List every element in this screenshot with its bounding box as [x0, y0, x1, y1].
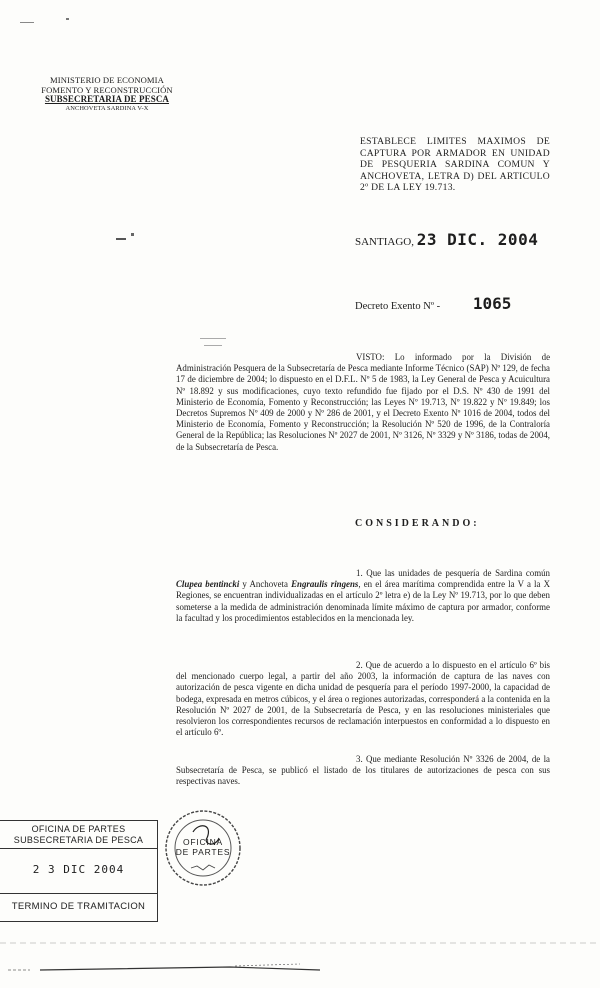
stamp-office: OFICINA DE PARTES	[31, 824, 126, 834]
ministry-name: MINISTERIO DE ECONOMIA	[50, 75, 164, 85]
file-reference: ANCHOVETA SARDINA V-X	[65, 104, 149, 112]
species-name: Clupea bentincki	[176, 579, 240, 590]
decree-title: ESTABLECE LIMITES MAXIMOS DE CAPTURA POR ARMADOR EN UNIDAD DE PESQUERIA SARDINA COMUN Y ANCHOVETA, LETRA D) DEL ARTICULO 2º DE LA LEY 19.713.	[360, 136, 550, 194]
considerando-paragraph-1	[176, 568, 550, 624]
decree-number: 1065	[472, 294, 512, 313]
paragraph-text: Que las unidades de pesquería de Sardina común	[366, 568, 550, 578]
visto-paragraph	[176, 352, 550, 453]
stamp-subsecretaria: SUBSECRETARIA DE PESCA	[13, 835, 144, 845]
visto-label: VISTO:	[356, 352, 385, 362]
bottom-scan-marks	[0, 940, 600, 988]
considerando-heading: CONSIDERANDO:	[355, 518, 480, 529]
stamp-footer: TERMINO DE TRAMITACION	[11, 901, 146, 912]
seal-line-2: DE PARTES	[175, 846, 231, 857]
place-date	[355, 230, 538, 249]
considerando-paragraph-3: 3. Que mediante Resolución Nº 3326 de 2004, de la Subsecretaría de Pesca, se publicó el listado de los titulares de autorizaciones de pesca con sus respectivas naves.	[176, 754, 550, 787]
scan-speck	[66, 18, 69, 20]
visto-text: Lo informado por la División de Administración Pesquera de la Subsecretaría de Pesca mediante Informe Técnico (SAP) Nº 129, de fecha 17 de diciembre de 2004; lo dispuesto en el D.F.L. Nº 5 de 1983, la Ley General de Pesca y Acuicultura Nº 18.892 y sus modificaciones, cuyo texto refundido fue fijado por el D.S. Nº 430 de 1991 del Ministerio de Economía, Fomento y Reconstrucción; las Leyes Nº 19.713, Nº 19.822 y Nº 19.849; los Decretos Supremos Nº 409 de 2000 y Nº 286 de 2001, y el Decreto Exento Nº 1016 de 2004, todos del Ministerio de Economía, Fomento y Reconstrucción; la Resolución Nº 520 de 1996, de la Contraloría General de la República; las Resoluciones Nº 2027 de 2001, Nº 3126, Nº 3329 y Nº 3186, todas de 2004, de la Subsecretaría de Pesca.	[176, 352, 551, 452]
date-stamp: 23 DIC. 2004	[416, 230, 539, 249]
considerando-paragraph-2: 2. Que de acuerdo a lo dispuesto en el artículo 6º bis del mencionado cuerpo legal, a partir del año 2003, la información de captura de las naves con autorización de pesca vigente en dicha unidad de pesquería para el período 1997-2000, la capacidad de bodega, expresada en metros cúbicos, y el área o regiones autorizadas, corresponderá a la contenida en la Resolución Nº 2027 de 2001, de la Subsecretaría de Pesca, y en las resoluciones ministeriales que resolvieron los correspondientes recursos de reclamación interpuestos en conformidad a lo dispuesto en el artículo 6º.	[176, 660, 550, 738]
paragraph-text: y Anchoveta	[239, 579, 292, 590]
ministry-header	[22, 76, 192, 112]
decree-number-line	[355, 294, 511, 313]
oficina-partes-stamp	[0, 820, 158, 922]
scan-speck	[116, 238, 126, 240]
scan-speck	[204, 345, 222, 346]
species-name: Engraulis ringens	[291, 579, 359, 590]
stamp-divider	[0, 848, 157, 849]
stamp-divider	[0, 893, 157, 894]
ministry-division: FOMENTO Y RECONSTRUCCIÓN	[41, 84, 173, 95]
paragraph-text: , en el área marítima comprendida entre la V a la X Regiones, se encuentran individualizadas en el artículo 2º letra e) de la Ley Nº 19.713, por lo que deben someterse a la medida de administración denominada límite máximo de captura por armador, conforme la facultad y los procedimientos establecidos en la mencionada ley.	[176, 579, 550, 623]
scan-speck	[20, 22, 34, 23]
paragraph-number: 1.	[356, 568, 363, 578]
decree-label: Decreto Exento Nº -	[355, 301, 441, 312]
seal-line-1: OFICINA	[182, 837, 224, 847]
scan-speck	[200, 338, 226, 339]
seal-text	[172, 838, 234, 857]
place: SANTIAGO,	[355, 236, 414, 248]
subsecretaria-name: SUBSECRETARIA DE PESCA	[44, 94, 170, 105]
scan-speck	[131, 233, 134, 236]
stamp-date: 2 3 DIC 2004	[32, 863, 125, 876]
